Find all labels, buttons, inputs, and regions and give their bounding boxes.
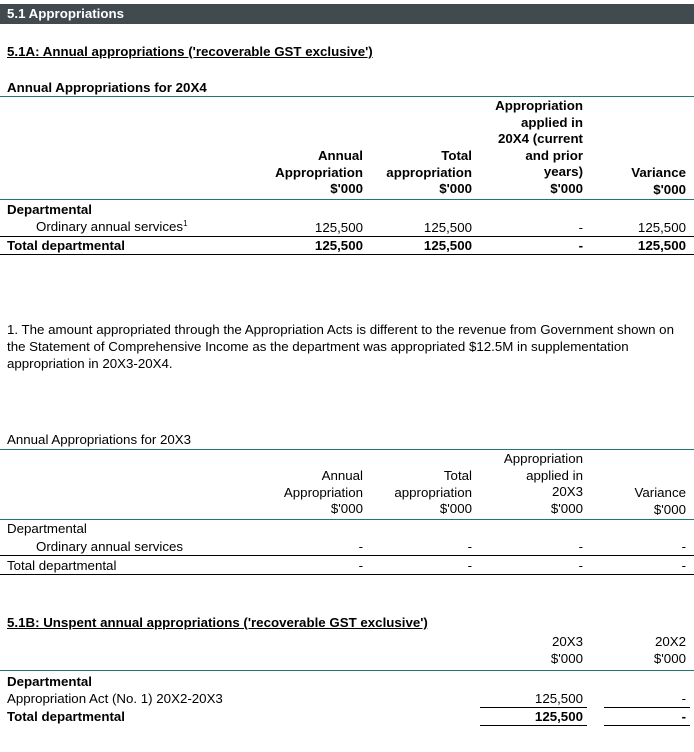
col-header-line: Appropriation [503,451,583,466]
cell-annual: - [358,558,363,573]
cell-total: - [467,558,472,573]
table3-col-20x3 [551,634,583,667]
col-header-line: Appropriation [275,164,363,180]
table3-group-label: Departmental [7,674,92,689]
col-header-line: Annual [317,148,363,163]
table1-col-variance [631,165,686,198]
cell-20x3: 125,500 [534,709,583,724]
table1-col-annual-appropriation [275,148,363,198]
col-header-line: $'000 [653,650,686,666]
table2-col-annual-appropriation [284,468,363,518]
table3-header-rule [0,670,694,671]
table3-heading: 5.1B: Unspent annual appropriations ('recoverable GST exclusive') [7,615,428,630]
cell-20x2: - [681,691,686,706]
col-header-line: appropriation [386,164,472,180]
table2-header-rule [0,519,694,520]
table1-heading: 5.1A: Annual appropriations ('recoverable GST exclusive') [7,44,373,59]
table1-col-appropriation-applied [495,98,583,198]
col-header-line: $'000 [653,501,686,517]
cell-annual: 125,500 [314,220,363,235]
col-header-line: applied in [520,114,583,130]
col-header-line: $'000 [439,181,472,197]
row-label: Total departmental [7,558,117,573]
table2-col-total-appropriation [394,468,472,518]
table1-header-rule [0,199,694,200]
col-header-line: $'000 [330,501,363,517]
col-header-line: $'000 [330,181,363,197]
table1-col-total-appropriation [386,148,472,198]
cell-applied: - [578,220,583,235]
table2-group-label: Departmental [7,521,87,536]
col-header-line: Variance [631,165,686,180]
row-label [36,219,188,234]
col-header-line: and prior [525,147,583,163]
cell-total: 125,500 [423,220,472,235]
col-header-line: $'000 [653,181,686,197]
table2-row-rule [0,555,694,556]
cell-total: - [467,539,472,554]
cell-annual: - [358,539,363,554]
cell-applied: - [578,539,583,554]
col-header-line: $'000 [550,500,583,516]
table1-group-label: Departmental [7,202,92,217]
col-header-line: Total [441,148,472,163]
row-label-text: Ordinary annual services [36,219,184,234]
table1-caption: Annual Appropriations for 20X4 [7,80,207,95]
col-header-line: applied in [526,467,583,483]
table2-top-rule [0,449,694,450]
col-header-line: appropriation [394,484,472,500]
table2-bottom-rule [0,574,694,575]
table2-caption: Annual Appropriations for 20X3 [7,432,192,447]
col-header-line: Appropriation [495,98,583,113]
col-header-line: years) [543,164,583,180]
col-header-line: $'000 [550,180,583,196]
table3-bottom-rule-a [480,725,587,726]
col-header-line: 20X3 [551,484,583,500]
table3-col-20x2 [654,634,686,667]
cell-variance: - [681,539,686,554]
cell-20x2: - [681,709,686,724]
table1-bottom-rule [0,254,694,255]
cell-applied: - [578,558,583,573]
row-label: Ordinary annual services [36,539,184,554]
cell-variance: 125,500 [637,220,686,235]
footnote-marker: 1 [183,219,188,228]
col-header-line: 20X4 (current [498,131,583,147]
row-label: Appropriation Act (No. 1) 20X2-20X3 [7,691,223,706]
cell-applied: - [578,238,583,253]
col-header-line: Variance [634,485,686,500]
cell-total: 125,500 [423,238,472,253]
table3-row-rule-a [480,707,587,708]
table3-bottom-rule-b [604,725,690,726]
table1-row-rule [0,236,694,237]
cell-20x3: 125,500 [534,691,583,706]
col-header-line: $'000 [439,501,472,517]
cell-variance: 125,500 [637,238,686,253]
cell-annual: 125,500 [314,238,363,253]
table2-col-appropriation-applied [504,451,583,517]
col-header-line: $'000 [550,650,583,666]
row-label: Total departmental [7,238,125,253]
col-header-line: 20X2 [654,634,686,649]
col-header-line: Appropriation [283,484,363,500]
col-header-line: 20X3 [551,634,583,649]
table3-row-rule-b [604,707,690,708]
row-label: Total departmental [7,709,125,724]
table2-col-variance [635,485,687,518]
col-header-line: Annual [321,468,363,483]
col-header-line: Total [443,468,472,483]
section-title: 5.1 Appropriations [0,4,694,24]
footnote-text: 1. The amount appropriated through the Appropriation Acts is different to the revenue from Government shown on the Statement of Comprehensive Income as the department was appropriated $12.5M in supplementation appropriation in 20X3-20X4. [7,322,674,371]
cell-variance: - [681,558,686,573]
table1-top-rule [0,96,694,97]
